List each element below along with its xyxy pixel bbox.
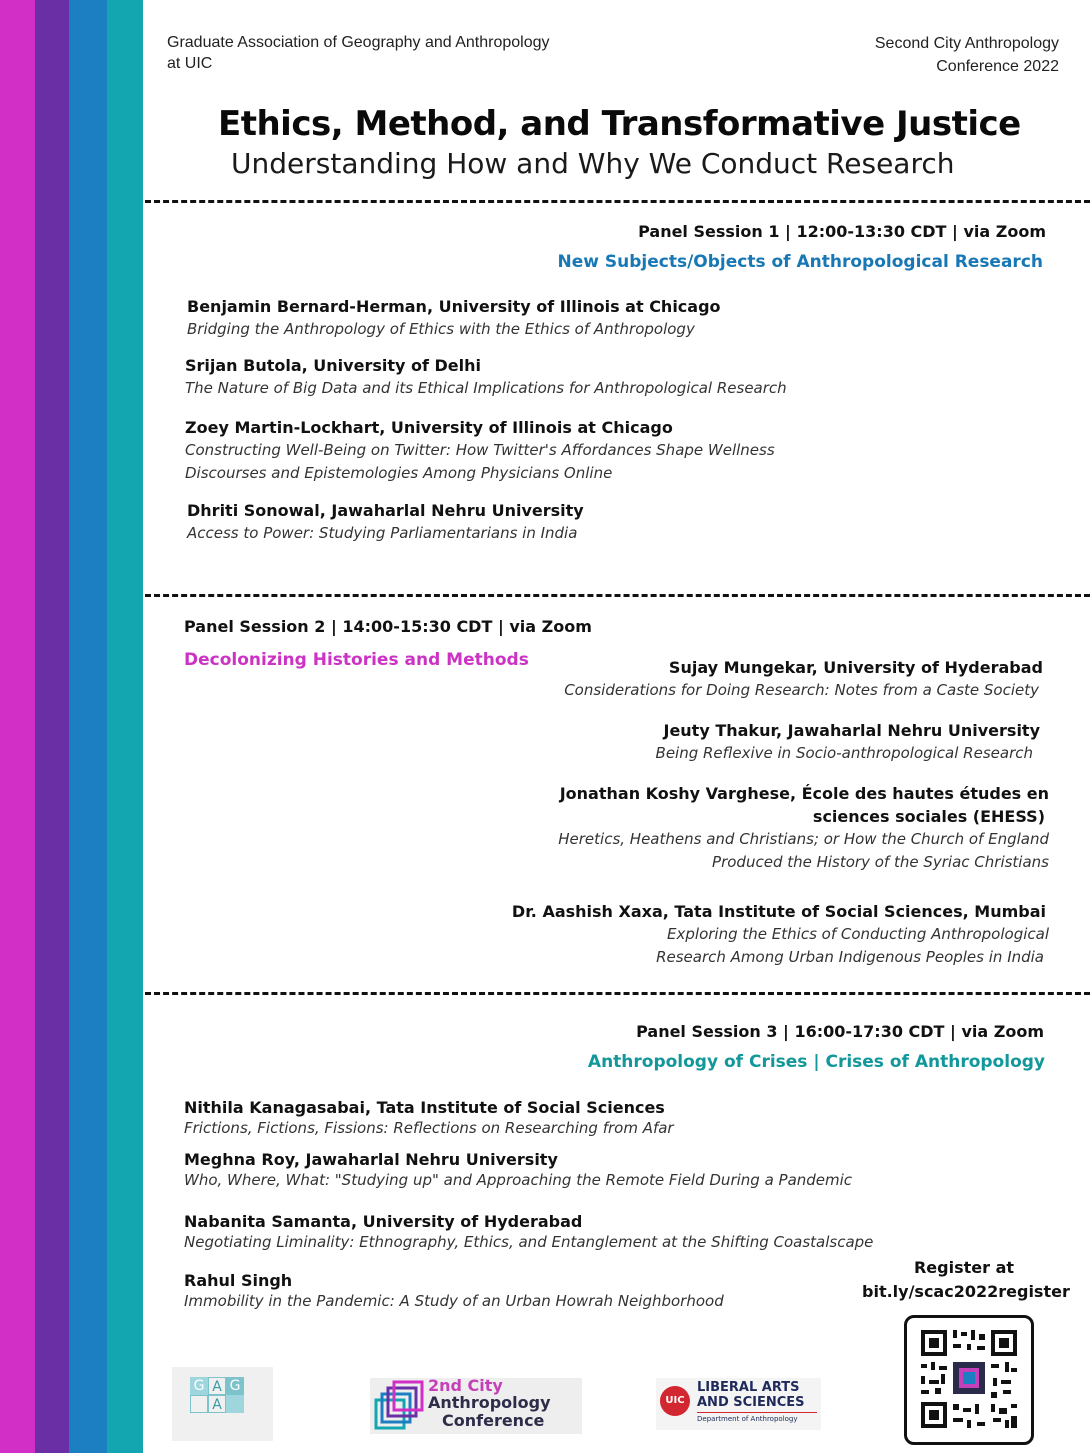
organizer-line-2: at UIC [167,55,213,72]
uic-las-logo [656,1378,821,1430]
speaker-name: Jeuty Thakur, Jawaharlal Nehru University [663,721,1040,740]
talk-title: Frictions, Fictions, Fissions: Reflections on Researching from Afar [184,1119,674,1137]
panel-3-heading: Panel Session 3 | 16:00-17:30 CDT | via Zoom [636,1022,1044,1041]
conference-line-1: Second City Anthropology [874,35,1059,52]
divider-2 [145,594,1090,597]
second-city-conference-logo [370,1378,582,1434]
panel-2-topic: Decolonizing Histories and Methods [184,650,529,670]
conference-squares-icon [372,1380,428,1436]
panel-3-topic: Anthropology of Crises | Crises of Anthropology [587,1052,1045,1072]
panel-1-speaker [185,416,775,485]
stripe-blue [69,0,107,1453]
panel-3-speaker [184,1210,873,1251]
talk-title: Bridging the Anthropology of Ethics with the Ethics of Anthropology [187,320,695,338]
panel-1-heading: Panel Session 1 | 12:00-13:30 CDT | via Zoom [638,222,1046,241]
divider-3 [145,992,1090,995]
speaker-name: Sujay Mungekar, University of Hyderabad [668,658,1043,677]
gaga-letter: G [190,1377,208,1395]
talk-title-line-1: Constructing Well-Being on Twitter: How Twitter's Affordances Shape Wellness [185,441,775,459]
talk-title: Considerations for Doing Research: Notes from a Caste Society [564,681,1039,699]
registration-info [862,1256,1070,1304]
speaker-name: Srijan Butola, University of Delhi [185,356,482,375]
speaker-name: Zoey Martin-Lockhart, University of Illinois at Chicago [185,418,673,437]
las-department: Department of Anthropology [697,1415,798,1423]
gaga-letter: A [208,1395,226,1413]
talk-title: Who, Where, What: "Studying up" and Approaching the Remote Field During a Pandemic [184,1171,853,1189]
speaker-name: Meghna Roy, Jawaharlal Nehru University [184,1150,558,1169]
talk-title-line-1: Heretics, Heathens and Christians; or How the Church of England [558,830,1049,848]
registration-qr-code[interactable] [904,1315,1034,1445]
panel-2-heading: Panel Session 2 | 14:00-15:30 CDT | via Zoom [184,617,592,636]
page-subtitle: Understanding How and Why We Conduct Research [231,147,955,180]
conference-logo-line-1: 2nd City [428,1376,503,1395]
talk-title: The Nature of Big Data and its Ethical Implications for Anthropological Research [185,379,787,397]
panel-1-speaker [187,295,721,341]
conference-line-2: Conference 2022 [936,58,1059,75]
stripe-magenta [0,0,35,1453]
speaker-name: Dr. Aashish Xaxa, Tata Institute of Social Sciences, Mumbai [511,902,1046,921]
stripe-teal [107,0,143,1453]
uic-badge: UIC [660,1386,690,1416]
speaker-name: Nabanita Samanta, University of Hyderabad [184,1212,583,1231]
register-label: Register at [913,1258,1015,1277]
speaker-name: Nithila Kanagasabai, Tata Institute of Social Sciences [184,1098,665,1117]
gaga-logo [172,1367,273,1441]
panel-1-speaker [185,354,787,400]
page-title: Ethics, Method, and Transformative Justice [218,104,1021,144]
gaga-letter: G [226,1377,244,1395]
divider-1 [145,200,1090,203]
panel-3-speaker [184,1096,674,1137]
talk-title-line-2: Discourses and Epistemologies Among Physicians Online [185,464,613,482]
qr-code-graphic [907,1318,1031,1442]
panel-2-speaker [512,900,1049,969]
las-line-1: LIBERAL ARTS [697,1380,800,1395]
stripe-purple [35,0,69,1453]
talk-title: Being Reflexive in Socio-anthropological Research [655,744,1033,762]
speaker-name-line-1: Jonathan Koshy Varghese, École des hautes études en [559,784,1049,803]
speaker-name: Dhriti Sonowal, Jawaharlal Nehru University [187,501,584,520]
panel-1-speaker [187,499,584,545]
speaker-name: Benjamin Bernard-Herman, University of Illinois at Chicago [187,297,721,316]
panel-2-speaker [558,782,1049,874]
talk-title-line-1: Exploring the Ethics of Conducting Anthropological [667,925,1049,943]
register-link[interactable]: bit.ly/scac2022register [862,1282,1070,1301]
speaker-name: Rahul Singh [184,1271,293,1290]
organizer-name [167,32,549,74]
talk-title: Access to Power: Studying Parliamentarians in India [187,524,578,542]
panel-3-speaker [184,1148,852,1189]
conference-logo-line-3: Conference [442,1411,545,1430]
las-line-2: AND SCIENCES [697,1395,805,1410]
organizer-line-1: Graduate Association of Geography and Anthropology [167,34,550,51]
panel-2-speaker [656,719,1040,765]
conference-logo-line-2: Anthropology [428,1393,551,1412]
talk-title-line-2: Produced the History of the Syriac Christians [712,853,1049,871]
talk-title: Negotiating Liminality: Ethnography, Ethics, and Entanglement at the Shifting Coastalscape [184,1233,874,1251]
conference-name [875,32,1059,78]
panel-3-speaker [184,1269,724,1310]
talk-title-line-2: Research Among Urban Indigenous Peoples in India [656,948,1044,966]
panel-1-topic: New Subjects/Objects of Anthropological Research [557,252,1043,272]
gaga-letter: A [208,1377,226,1395]
speaker-name-line-2: sciences sociales (EHESS) [812,807,1045,826]
panel-2-speaker [564,656,1043,702]
talk-title: Immobility in the Pandemic: A Study of an Urban Howrah Neighborhood [184,1292,724,1310]
